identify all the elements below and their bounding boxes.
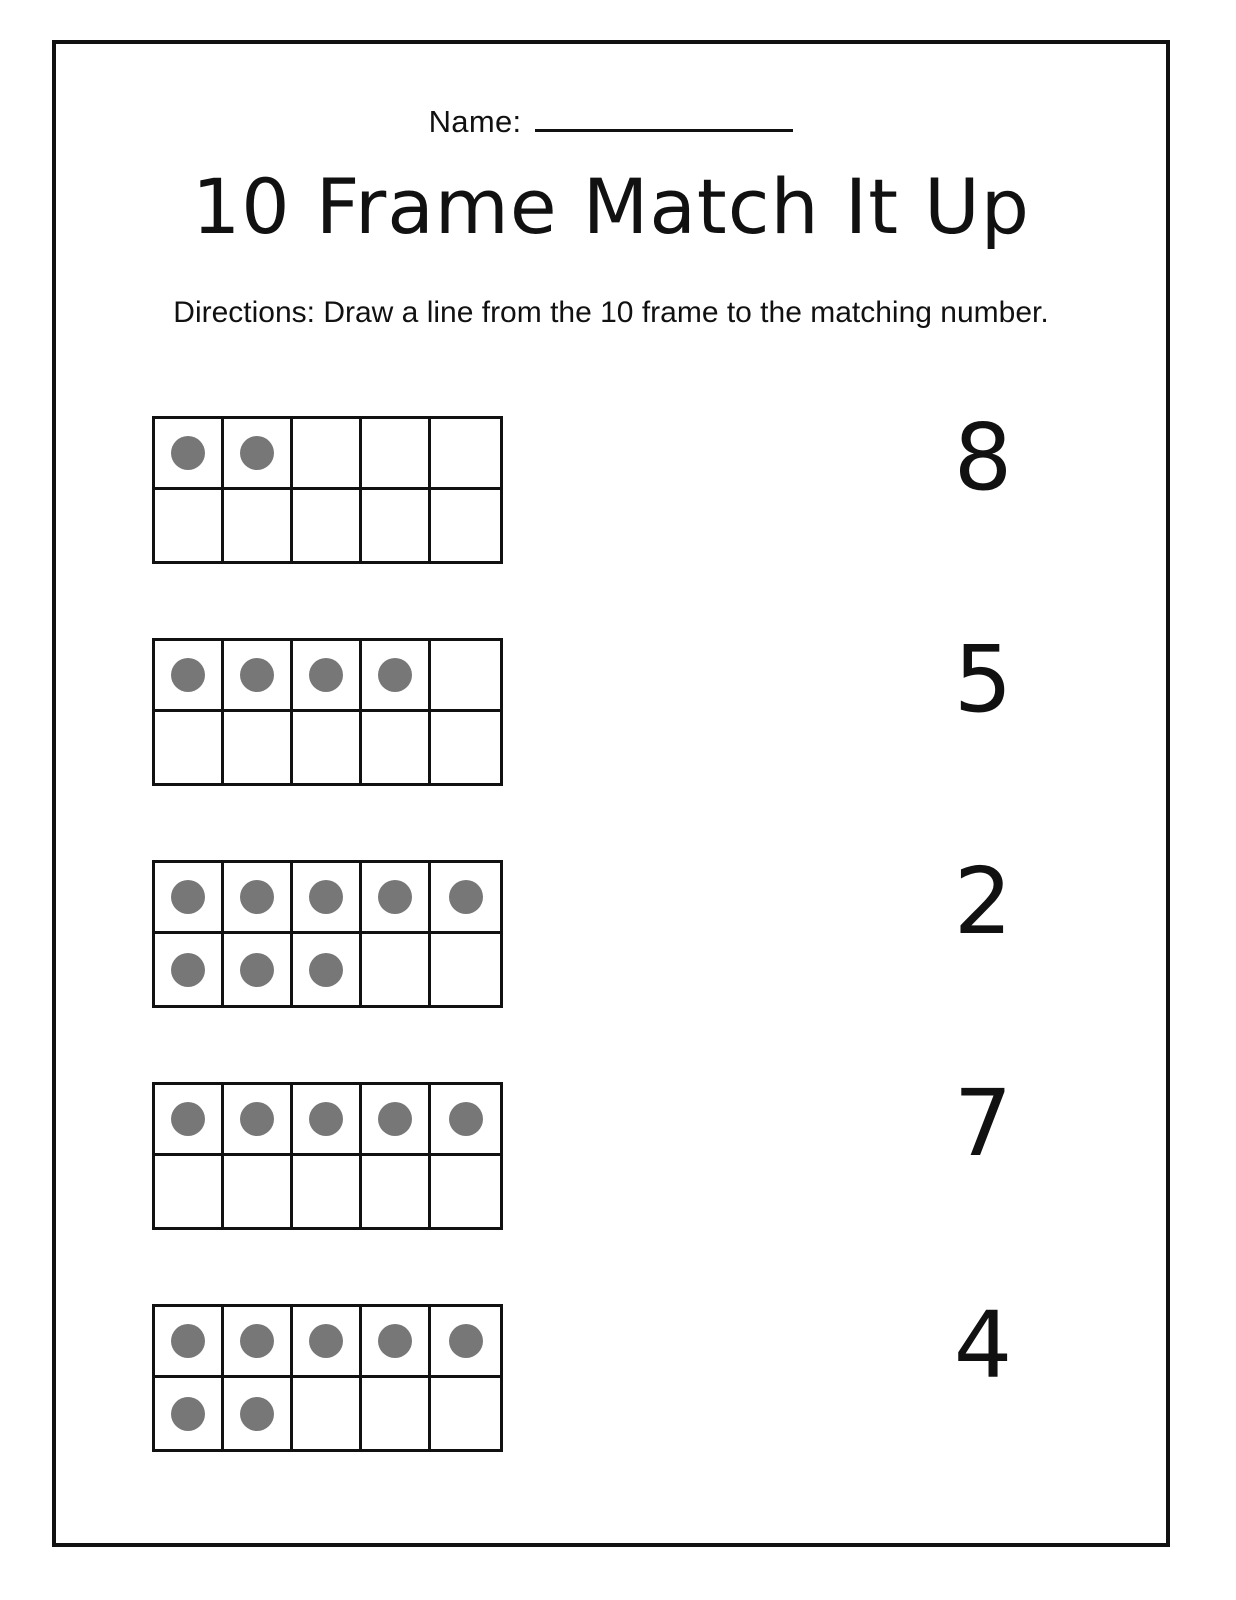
ten-frame-cell[interactable] — [362, 1085, 431, 1156]
ten-frame-cell[interactable] — [431, 712, 500, 783]
ten-frame-cell[interactable] — [155, 641, 224, 712]
ten-frame-cell[interactable] — [362, 712, 431, 783]
ten-frame-row — [155, 863, 500, 934]
ten-frame-cell[interactable] — [362, 934, 431, 1005]
problem-row — [56, 1290, 1166, 1512]
ten-frame-cell[interactable] — [224, 1307, 293, 1378]
counter-dot-icon — [309, 1102, 343, 1136]
ten-frame-cell[interactable] — [431, 1156, 500, 1227]
ten-frame-cell[interactable] — [431, 934, 500, 1005]
ten-frame-cell[interactable] — [224, 419, 293, 490]
counter-dot-icon — [171, 953, 205, 987]
name-label: Name: — [428, 104, 522, 139]
ten-frame-cell[interactable] — [224, 490, 293, 561]
ten-frame-cell[interactable] — [431, 490, 500, 561]
counter-dot-icon — [449, 1102, 483, 1136]
counter-dot-icon — [309, 953, 343, 987]
problem-list — [56, 402, 1166, 1512]
ten-frame-cell[interactable] — [224, 1378, 293, 1449]
ten-frame-cell[interactable] — [293, 863, 362, 934]
ten-frame-cell[interactable] — [293, 1156, 362, 1227]
counter-dot-icon — [449, 880, 483, 914]
ten-frame-cell[interactable] — [155, 419, 224, 490]
answer-number[interactable]: 2 — [953, 848, 1013, 955]
ten-frame-cell[interactable] — [155, 1085, 224, 1156]
ten-frame-cell[interactable] — [293, 641, 362, 712]
ten-frame[interactable] — [152, 416, 503, 564]
answer-number[interactable]: 7 — [953, 1070, 1013, 1177]
counter-dot-icon — [309, 880, 343, 914]
ten-frame-row — [155, 1378, 500, 1449]
worksheet-frame — [52, 40, 1170, 1547]
ten-frame-cell[interactable] — [224, 1156, 293, 1227]
ten-frame-cell[interactable] — [431, 1085, 500, 1156]
counter-dot-icon — [171, 658, 205, 692]
ten-frame[interactable] — [152, 638, 503, 786]
counter-dot-icon — [240, 953, 274, 987]
ten-frame-cell[interactable] — [155, 1156, 224, 1227]
page-title: 10 Frame Match It Up — [191, 162, 1031, 251]
problem-row — [56, 402, 1166, 624]
counter-dot-icon — [240, 880, 274, 914]
ten-frame[interactable] — [152, 1304, 503, 1452]
ten-frame-row — [155, 1156, 500, 1227]
ten-frame-row — [155, 419, 500, 490]
counter-dot-icon — [240, 1397, 274, 1431]
counter-dot-icon — [309, 658, 343, 692]
counter-dot-icon — [378, 1324, 412, 1358]
ten-frame-cell[interactable] — [362, 863, 431, 934]
ten-frame-row — [155, 641, 500, 712]
ten-frame-cell[interactable] — [155, 1378, 224, 1449]
ten-frame-cell[interactable] — [224, 863, 293, 934]
ten-frame[interactable] — [152, 1082, 503, 1230]
answer-number[interactable]: 8 — [953, 404, 1013, 511]
counter-dot-icon — [378, 1102, 412, 1136]
counter-dot-icon — [240, 1102, 274, 1136]
answer-number[interactable]: 4 — [953, 1292, 1013, 1399]
problem-row — [56, 624, 1166, 846]
ten-frame-cell[interactable] — [431, 419, 500, 490]
ten-frame-cell[interactable] — [224, 712, 293, 783]
ten-frame-cell[interactable] — [431, 641, 500, 712]
counter-dot-icon — [449, 1324, 483, 1358]
ten-frame-cell[interactable] — [155, 1307, 224, 1378]
ten-frame-cell[interactable] — [224, 641, 293, 712]
counter-dot-icon — [171, 1102, 205, 1136]
problem-row — [56, 846, 1166, 1068]
ten-frame-cell[interactable] — [293, 419, 362, 490]
counter-dot-icon — [171, 436, 205, 470]
counter-dot-icon — [378, 880, 412, 914]
name-row — [56, 104, 1166, 140]
ten-frame-cell[interactable] — [362, 1156, 431, 1227]
ten-frame-cell[interactable] — [155, 934, 224, 1005]
counter-dot-icon — [171, 880, 205, 914]
ten-frame-row — [155, 490, 500, 561]
counter-dot-icon — [171, 1324, 205, 1358]
ten-frame-cell[interactable] — [431, 863, 500, 934]
ten-frame-row — [155, 934, 500, 1005]
counter-dot-icon — [240, 1324, 274, 1358]
ten-frame-cell[interactable] — [431, 1307, 500, 1378]
counter-dot-icon — [240, 658, 274, 692]
ten-frame-row — [155, 1307, 500, 1378]
ten-frame-cell[interactable] — [293, 1085, 362, 1156]
ten-frame[interactable] — [152, 860, 503, 1008]
counter-dot-icon — [240, 436, 274, 470]
ten-frame-cell[interactable] — [293, 490, 362, 561]
ten-frame-cell[interactable] — [293, 1378, 362, 1449]
counter-dot-icon — [309, 1324, 343, 1358]
ten-frame-cell[interactable] — [155, 712, 224, 783]
ten-frame-cell[interactable] — [362, 490, 431, 561]
ten-frame-cell[interactable] — [224, 1085, 293, 1156]
ten-frame-cell[interactable] — [155, 863, 224, 934]
counter-dot-icon — [378, 658, 412, 692]
counter-dot-icon — [171, 1397, 205, 1431]
problem-row — [56, 1068, 1166, 1290]
ten-frame-cell[interactable] — [431, 1378, 500, 1449]
ten-frame-cell[interactable] — [362, 1378, 431, 1449]
ten-frame-row — [155, 712, 500, 783]
ten-frame-cell[interactable] — [293, 934, 362, 1005]
answer-number[interactable]: 5 — [953, 626, 1013, 733]
ten-frame-cell[interactable] — [362, 419, 431, 490]
ten-frame-cell[interactable] — [293, 712, 362, 783]
ten-frame-cell[interactable] — [362, 641, 431, 712]
ten-frame-cell[interactable] — [293, 1307, 362, 1378]
ten-frame-cell[interactable] — [155, 490, 224, 561]
ten-frame-cell[interactable] — [224, 934, 293, 1005]
ten-frame-cell[interactable] — [362, 1307, 431, 1378]
name-blank-line[interactable] — [535, 107, 793, 132]
directions-text: Directions: Draw a line from the 10 frame to the matching number. — [173, 296, 1049, 329]
ten-frame-row — [155, 1085, 500, 1156]
